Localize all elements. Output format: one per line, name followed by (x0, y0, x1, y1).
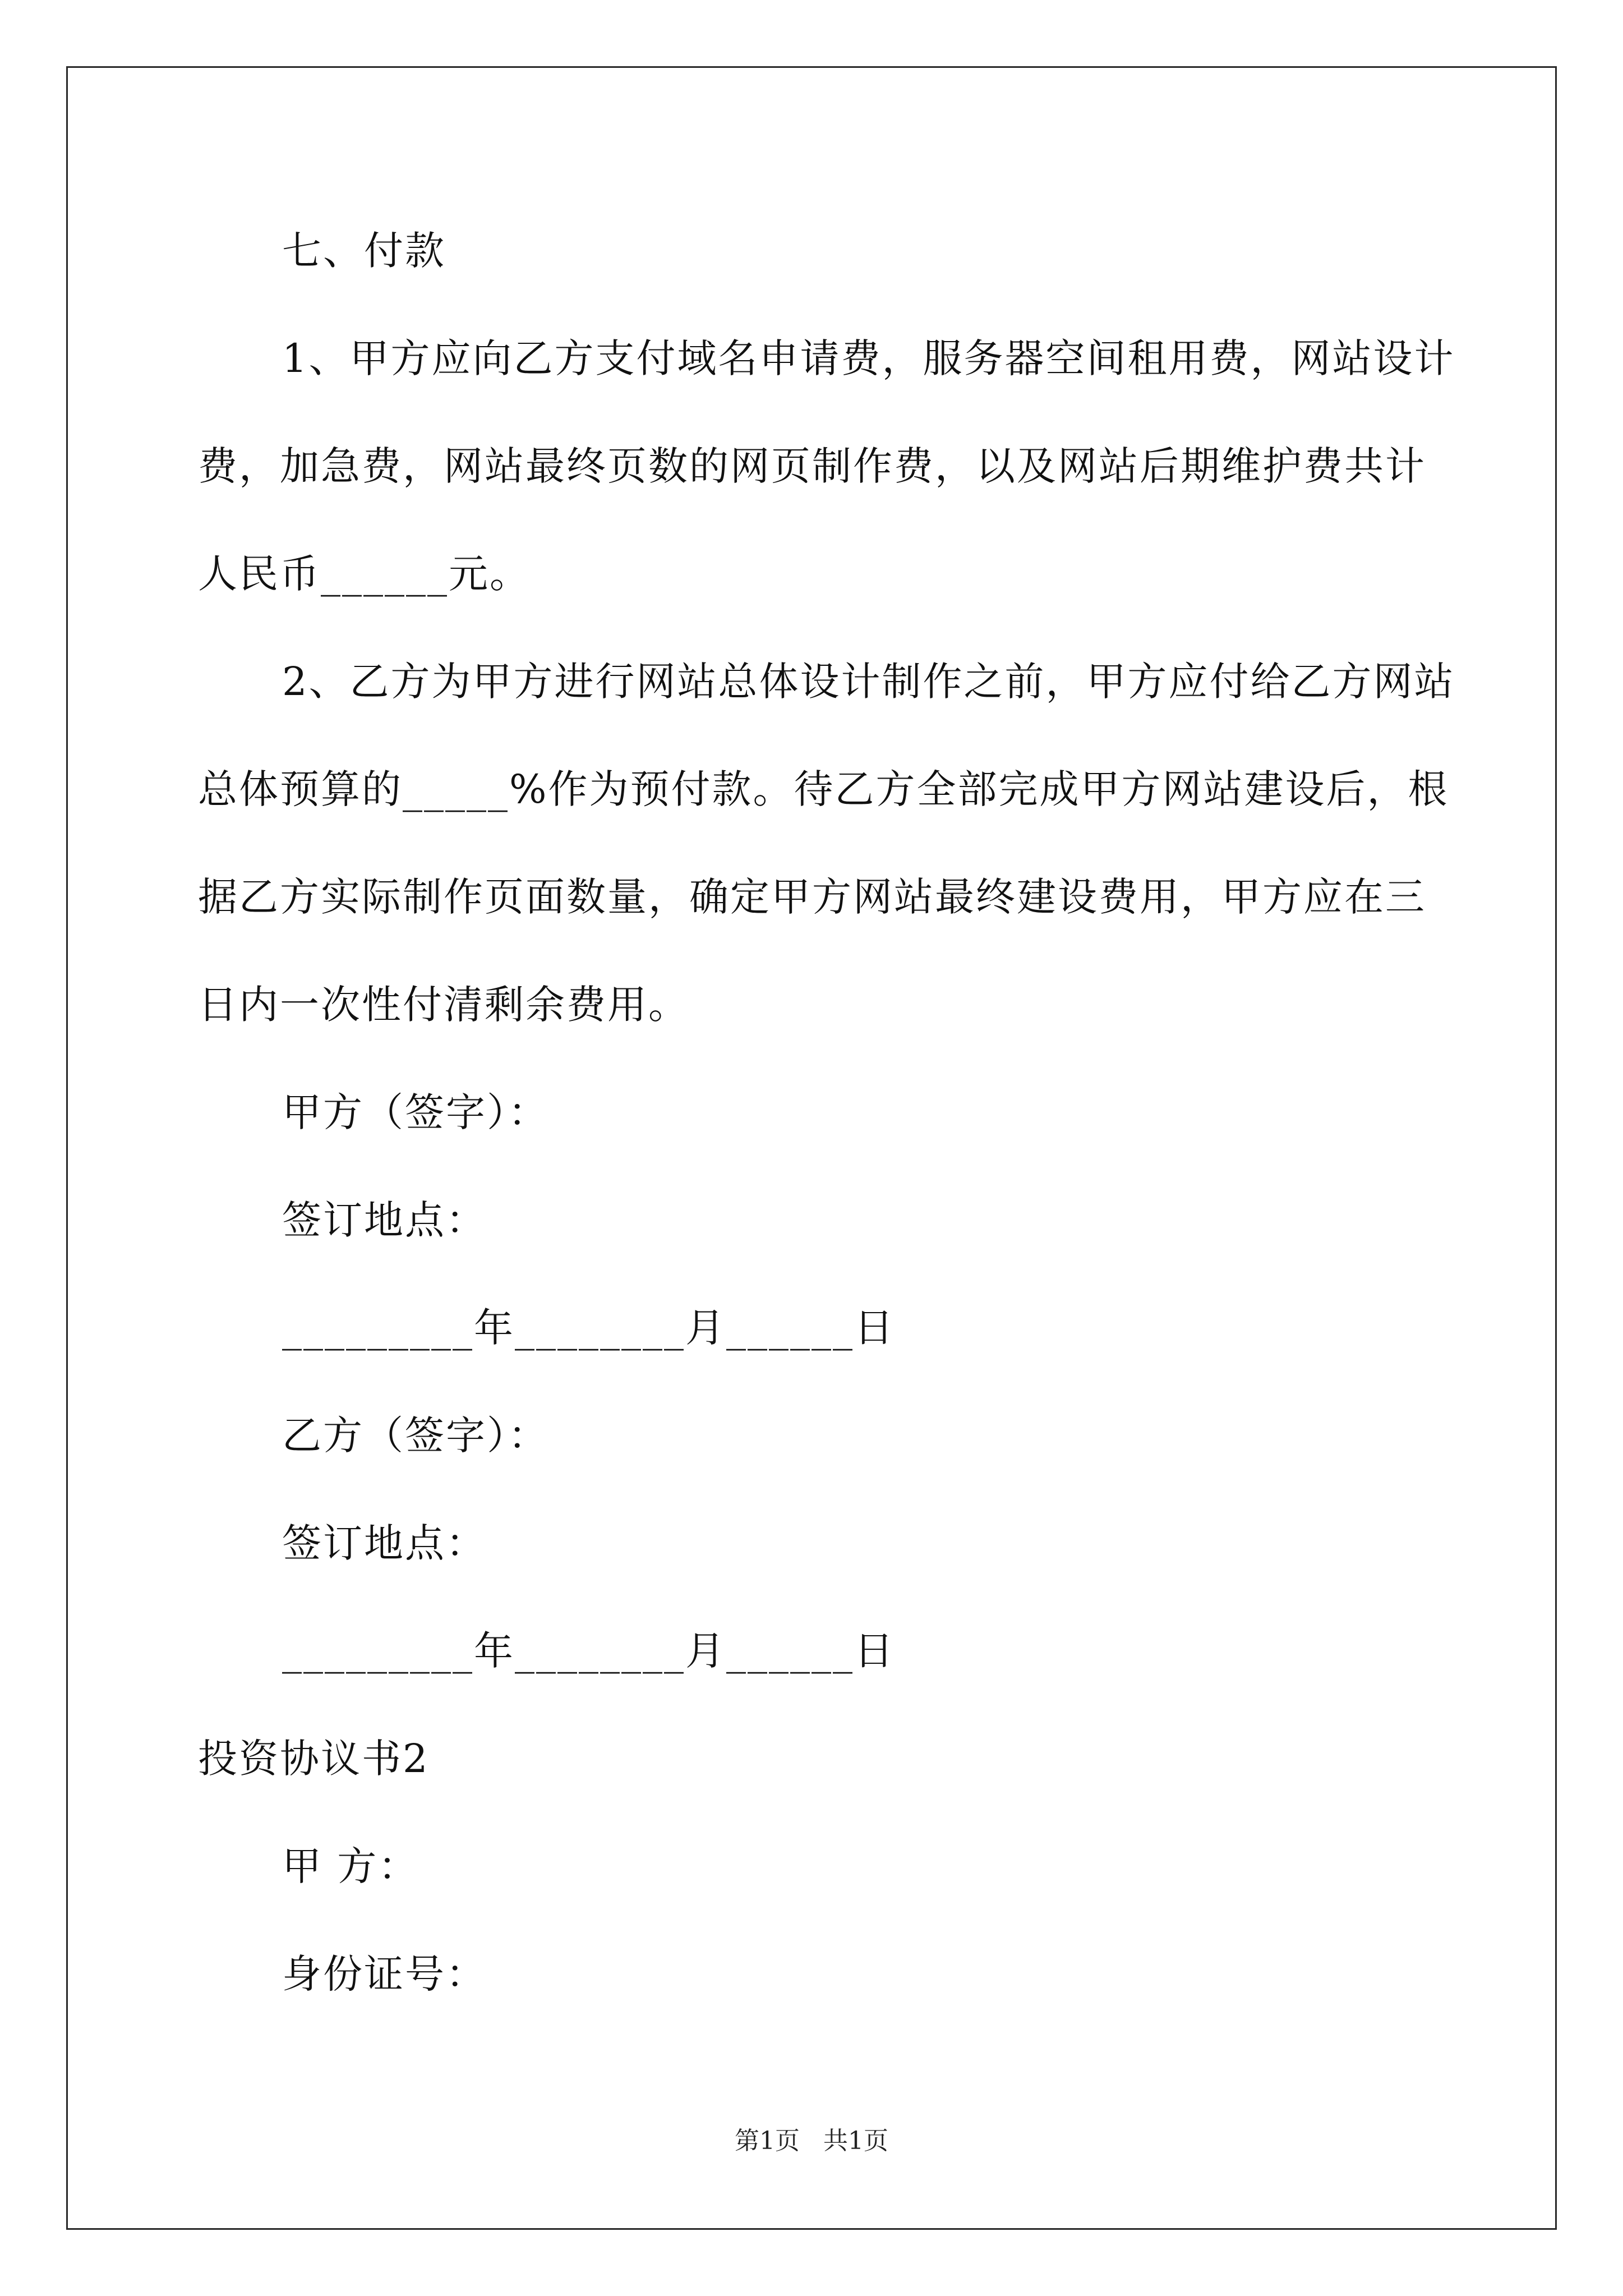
party-a-date-line: _________年________月______日 (282, 1305, 895, 1351)
party-b-signing-place-label: 签订地点： (282, 1520, 487, 1566)
party-b-date-line: _________年________月______日 (282, 1628, 895, 1674)
party-b-signature-label: 乙方（签字）： (282, 1412, 549, 1458)
party-a-signature-label: 甲方（签字）： (282, 1089, 549, 1135)
clause-1-line-1: 1、甲方应向乙方支付域名申请费，服务器空间租用费，网站设计 (282, 335, 1455, 381)
party-a-signing-place-label: 签订地点： (282, 1197, 487, 1243)
clause-2-line-2: 总体预算的_____%作为预付款。待乙方全部完成甲方网站建设后，根 (198, 766, 1449, 812)
clause-2-line-3: 据乙方实际制作页面数量，确定甲方网站最终建设费用，甲方应在三 (198, 874, 1426, 920)
section-heading-payment: 七、付款 (282, 228, 446, 274)
clause-2-line-1: 2、乙方为甲方进行网站总体设计制作之前，甲方应付给乙方网站 (282, 659, 1455, 705)
page-number-footer: 第1页 共1页 (735, 2127, 888, 2155)
clause-1-line-2: 费，加急费，网站最终页数的网页制作费，以及网站后期维护费共计 (198, 443, 1426, 489)
page-border (66, 66, 1557, 2230)
id-number-label: 身份证号： (282, 1951, 487, 1997)
party-a-label: 甲 方： (282, 1843, 419, 1889)
clause-2-line-4: 日内一次性付清剩余费用。 (198, 982, 689, 1028)
document-title-investment-agreement: 投资协议书2 (198, 1736, 430, 1782)
clause-1-line-3: 人民币______元。 (198, 551, 531, 597)
